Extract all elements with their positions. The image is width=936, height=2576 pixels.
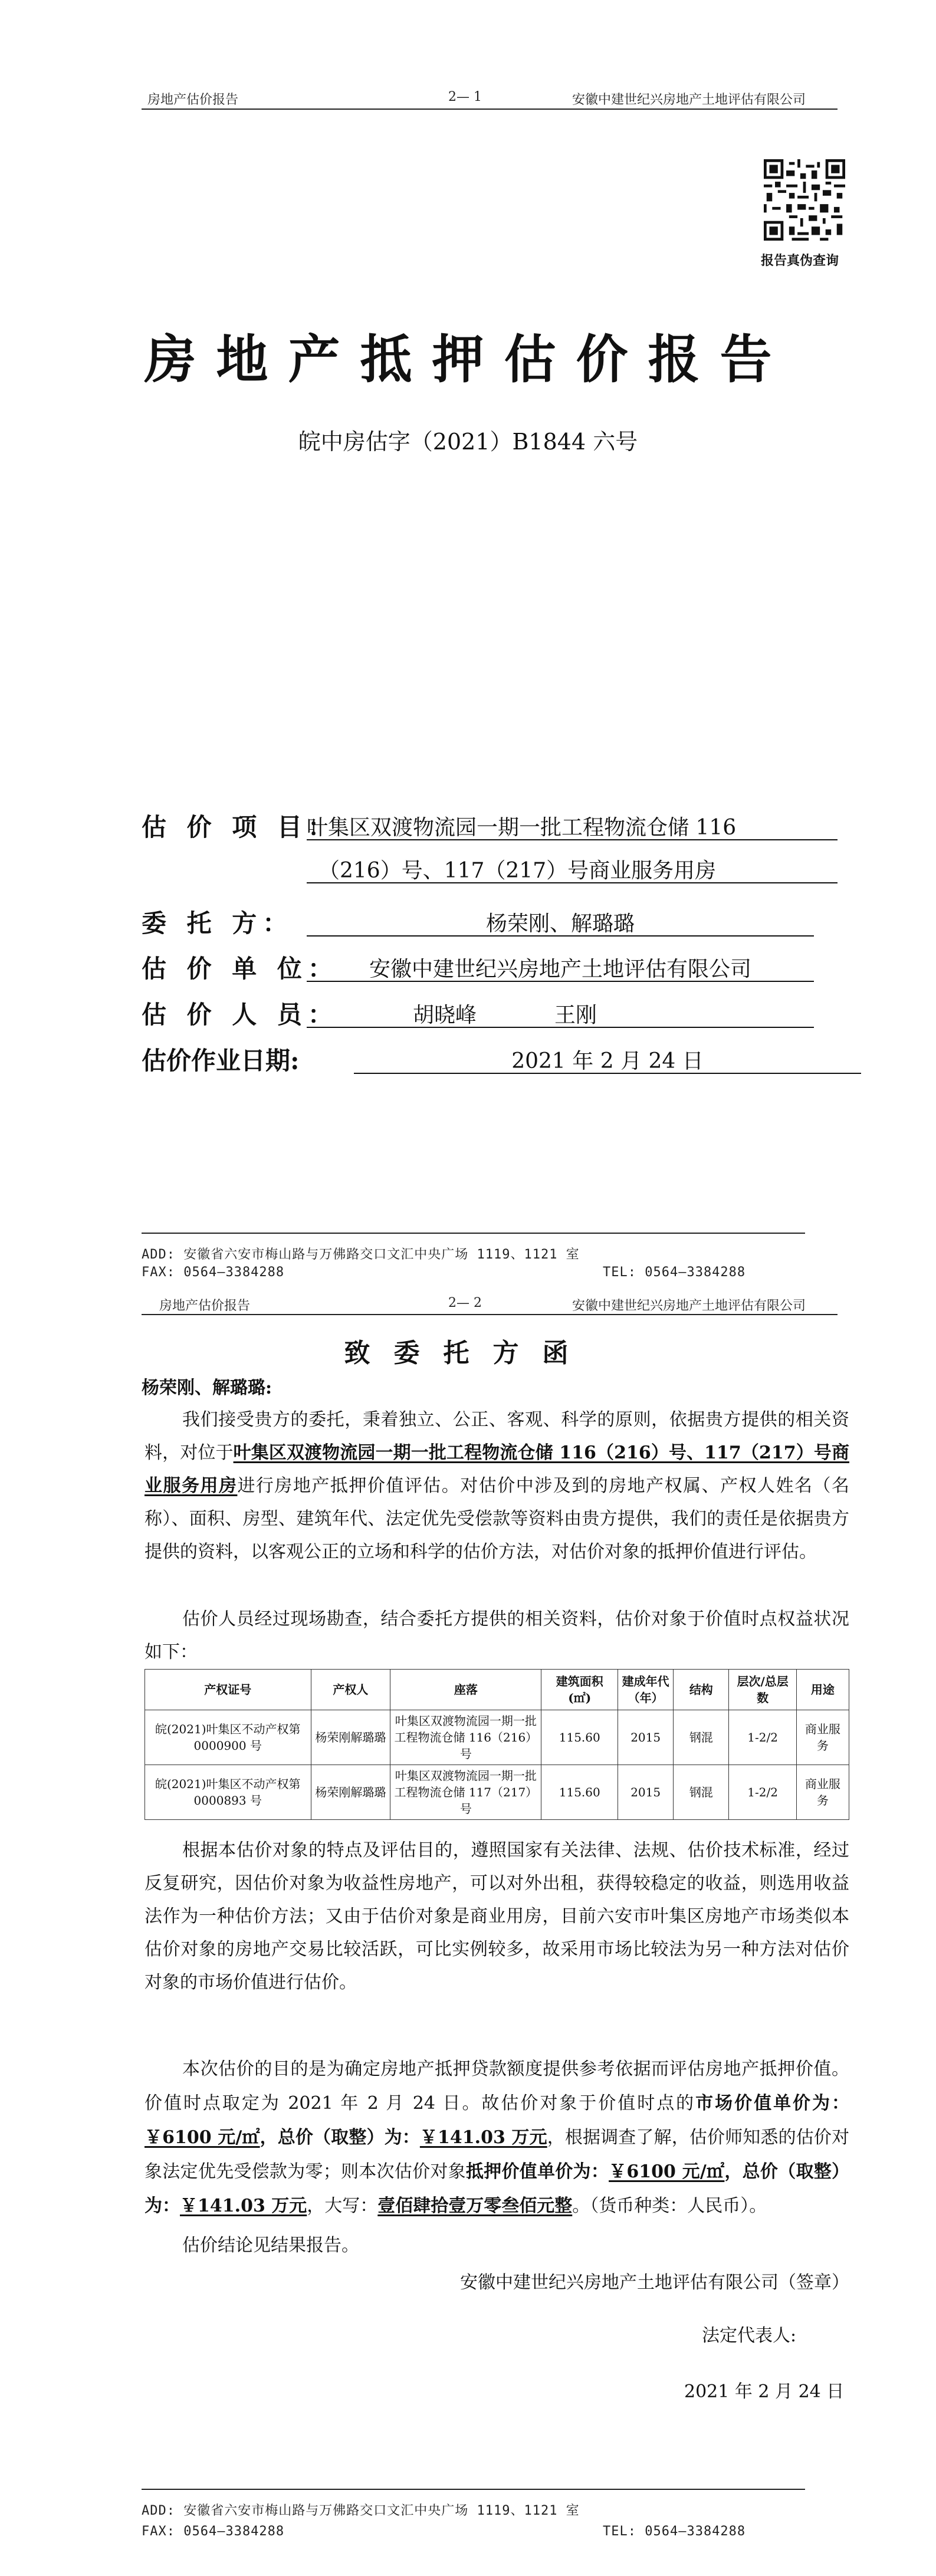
property-table (144, 1669, 849, 1820)
cell-cert: 皖(2021)叶集区不动产权第 0000900 号 (145, 1710, 311, 1765)
client-value: 杨荣刚、解璐璐 (485, 912, 635, 936)
date-underline (354, 1073, 861, 1074)
p4-text-m: 。（货币种类：人民币）。 (572, 2196, 767, 2216)
cell-area: 115.60 (541, 1765, 618, 1820)
paragraph-inspection: 估价人员经过现场勘查，结合委托方提供的相关资料，估价对象于价值时点权益状况如下： (144, 1609, 849, 1662)
signature-representative: 法定代表人: (702, 2325, 797, 2346)
header-page-number: 2— 2 (448, 1296, 482, 1310)
footer-tel: TEL: 0564—3384288 (603, 1265, 746, 1280)
unit-underline (307, 981, 814, 982)
unit-label: 估 价 单 位： (142, 954, 339, 983)
project-value-line2: （216）号、117（217）号商业服务用房 (318, 859, 717, 883)
report-title: 房地产抵押估价报告 (144, 328, 792, 390)
date-label: 估价作业日期: (142, 1046, 300, 1075)
paragraph-conclusion: 估价结论见结果报告。 (182, 2235, 359, 2256)
p4-text-k: ，大写： (307, 2196, 378, 2216)
footer-rule (142, 2489, 805, 2490)
staff-value-1: 胡晓峰 (413, 1003, 477, 1027)
p1-property-name: 叶集区双渡物流园一期一批工程物流仓储 116（216）号、117（217）号商业服务用房 (144, 1443, 850, 1496)
p1-text-c: 进行房地产抵押价值评估。对估价中涉及到的房地产权属、产权人姓名（名称）、面积、房型、建筑年代、法定优先受偿款等资料由贵方提供，我们的责任是依据贵方提供的资料，以客观公正的立场和科学的估价方法，对估价对象的抵押价值进行评估。 (144, 1476, 850, 1562)
mortgage-total-label: ，总价（取整）为： (144, 2161, 850, 2216)
col-header-year: 建成年代（年） (618, 1670, 674, 1710)
market-total-price: ￥141.03 万元 (419, 2127, 547, 2148)
project-underline-1 (307, 839, 838, 840)
staff-value-2: 王刚 (554, 1003, 597, 1027)
cell-structure: 钢混 (674, 1765, 729, 1820)
col-header-cert: 产权证号 (145, 1670, 311, 1710)
cell-owner: 杨荣刚解璐璐 (311, 1765, 390, 1820)
cell-location: 叶集区双渡物流园一期一批工程物流仓储 117（217）号 (390, 1765, 541, 1820)
project-value-line1: 叶集区双渡物流园一期一批工程物流仓储 116 (307, 816, 737, 840)
cell-floors: 1-2/2 (729, 1710, 796, 1765)
salutation: 杨荣刚、解璐璐: (142, 1378, 272, 1398)
col-header-structure: 结构 (674, 1670, 729, 1710)
table-row (145, 1710, 849, 1765)
project-label: 估 价 项 目： (142, 813, 339, 842)
paragraph-engagement (144, 1404, 849, 1569)
letter-title: 致委托方函 (344, 1338, 592, 1368)
paragraph-valuation (144, 2052, 849, 2223)
signature-company: 安徽中建世纪兴房地产土地评估有限公司（签章） (460, 2272, 849, 2293)
footer-fax: FAX: 0564—3384288 (142, 2524, 285, 2539)
qr-caption: 报告真伪查询 (761, 253, 839, 268)
header-right: 安徽中建世纪兴房地产土地评估有限公司 (572, 1299, 806, 1313)
header-rule (142, 109, 838, 110)
footer-rule (142, 1233, 805, 1234)
staff-label: 估 价 人 员： (142, 1000, 339, 1029)
project-underline-2 (307, 882, 838, 883)
col-header-owner: 产权人 (311, 1670, 390, 1710)
date-value: 2021 年 2 月 24 日 (511, 1049, 704, 1073)
p4-text-f: ，根据调查了解，估价师知悉的估价对象法定优先受偿款为零；则本次估价对象 (144, 2127, 849, 2182)
client-label: 委 托 方： (142, 909, 294, 938)
col-header-floors: 层次/总层数 (729, 1670, 796, 1710)
footer-fax: FAX: 0564—3384288 (142, 1265, 285, 1280)
document-number: 皖中房估字（2021）B1844 六号 (298, 429, 638, 455)
client-underline (307, 935, 814, 937)
cell-structure: 钢混 (674, 1710, 729, 1765)
cell-year: 2015 (618, 1710, 674, 1765)
cell-area: 115.60 (541, 1710, 618, 1765)
mortgage-unit-label: 抵押价值单价为： (465, 2161, 609, 2182)
cell-use: 商业服务 (796, 1710, 849, 1765)
cell-cert: 皖(2021)叶集区不动产权第 0000893 号 (145, 1765, 311, 1820)
unit-value: 安徽中建世纪兴房地产土地评估有限公司 (369, 957, 751, 981)
market-unit-price: ￥6100 元/㎡ (144, 2127, 260, 2148)
cell-floors: 1-2/2 (729, 1765, 796, 1820)
market-unit-label: 市场价值单价为： (695, 2093, 850, 2114)
amount-in-words: 壹佰肆拾壹万零叁佰元整 (377, 2196, 573, 2216)
mortgage-unit-price: ￥6100 元/㎡ (609, 2161, 725, 2182)
qr-code-icon (764, 159, 845, 241)
p4-text-a: 本次估价的目的是为确定房地产抵押贷款额度提供参考依据而评估房地产抵押价值。价值时点取定为 2021 年 2 月 24 日。故估价对象于价值时点的 (144, 2059, 849, 2114)
header-page-number: 2— 1 (448, 90, 482, 104)
header-rule (142, 1314, 838, 1315)
signature-date: 2021 年 2 月 24 日 (684, 2381, 845, 2402)
col-header-area: 建筑面积(㎡) (541, 1670, 618, 1710)
cell-use: 商业服务 (796, 1765, 849, 1820)
col-header-use: 用途 (796, 1670, 849, 1710)
table-row (145, 1765, 849, 1820)
header-left: 房地产估价报告 (159, 1299, 251, 1313)
footer-tel: TEL: 0564—3384288 (603, 2524, 746, 2539)
cell-year: 2015 (618, 1765, 674, 1820)
p1-text-a: 我们接受贵方的委托，秉着独立、公正、客观、科学的原则，依据贵方提供的相关资料，对位于 (144, 1409, 849, 1463)
header-right: 安徽中建世纪兴房地产土地评估有限公司 (572, 93, 806, 107)
cell-owner: 杨荣刚解璐璐 (311, 1710, 390, 1765)
cell-location: 叶集区双渡物流园一期一批工程物流仓储 116（216）号 (390, 1710, 541, 1765)
header-left: 房地产估价报告 (147, 93, 239, 107)
market-total-label: ，总价（取整）为： (260, 2127, 420, 2148)
col-header-location: 座落 (390, 1670, 541, 1710)
footer-address: ADD: 安徽省六安市梅山路与万佛路交口文汇中央广场 1119、1121 室 (142, 1247, 580, 1262)
paragraph-method: 根据本估价对象的特点及评估目的，遵照国家有关法律、法规、估价技术标准，经过反复研究，因估价对象为收益性房地产，可以对外出租，获得较稳定的收益，则选用收益法作为一种估价方法；又由于估价对象是商业用房，目前六安市叶集区房地产市场类似本估价对象的房地产交易比较活跃，可比实例较多，故采用市场比较法为另一种方法对估价对象的市场价值进行估价。 (144, 1840, 849, 1993)
footer-address: ADD: 安徽省六安市梅山路与万佛路交口文汇中央广场 1119、1121 室 (142, 2503, 580, 2518)
staff-underline (307, 1027, 814, 1028)
mortgage-total-price: ￥141.03 万元 (180, 2196, 307, 2216)
table-header-row (145, 1670, 849, 1710)
